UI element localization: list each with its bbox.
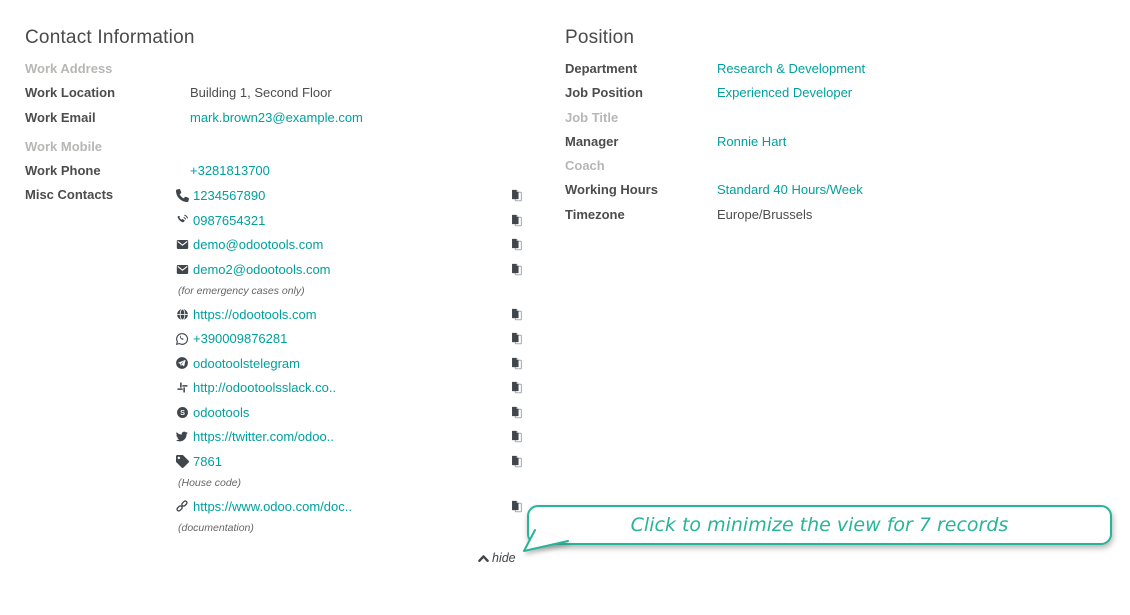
- tour-tooltip-text: Click to minimize the view for 7 records: [630, 514, 1009, 536]
- field-value[interactable]: Experienced Developer: [717, 85, 853, 101]
- position-title: Position: [565, 27, 635, 48]
- field-value[interactable]: mark.brown23@example.com: [190, 109, 363, 125]
- field-label-work-phone: Work Phone: [25, 163, 101, 179]
- misc-contact-item: [175, 400, 523, 425]
- misc-contact-link[interactable]: https://odootools.com: [193, 306, 317, 322]
- misc-contact-link[interactable]: https://www.odoo.com/doc..: [193, 498, 352, 514]
- field-value[interactable]: Research & Development: [717, 61, 866, 76]
- misc-contact-item: [175, 449, 523, 494]
- copy-icon[interactable]: [510, 454, 523, 469]
- field-label-working-hours: Working Hours: [565, 182, 658, 198]
- contact-fields: [25, 57, 530, 183]
- copy-icon[interactable]: [510, 331, 523, 346]
- field-label-misc-contacts: Misc Contacts: [25, 187, 114, 203]
- svg-text:S: S: [179, 407, 185, 417]
- field-label-timezone: Timezone: [565, 206, 625, 222]
- copy-icon[interactable]: [510, 213, 523, 228]
- field-row: [25, 81, 530, 105]
- misc-contact-item: [175, 351, 523, 376]
- field-label-job-position: Job Position: [565, 85, 643, 101]
- chevron-up-icon: [478, 554, 489, 563]
- copy-icon[interactable]: [510, 499, 523, 514]
- field-label-work-location: Work Location: [25, 85, 116, 101]
- misc-contact-link[interactable]: odootools: [193, 404, 250, 420]
- slack-icon: [175, 381, 189, 395]
- misc-contact-item: [175, 326, 523, 351]
- position-fields: [565, 57, 1115, 227]
- copy-icon[interactable]: [510, 429, 523, 444]
- misc-contacts-list: [175, 183, 523, 539]
- misc-contact-item: [175, 208, 523, 233]
- copy-icon[interactable]: [510, 307, 523, 322]
- hide-label: hide: [492, 551, 516, 565]
- copy-icon[interactable]: [510, 188, 523, 203]
- misc-contact-item: [175, 494, 523, 539]
- misc-contact-item: [175, 424, 523, 449]
- field-value[interactable]: Ronnie Hart: [717, 133, 787, 149]
- misc-contact-link[interactable]: 7861: [193, 453, 222, 469]
- misc-contact-item: [175, 183, 523, 208]
- whatsapp-icon: [175, 332, 189, 346]
- misc-contact-item: [175, 302, 523, 327]
- misc-contact-note: (House code): [178, 477, 242, 490]
- misc-contact-link[interactable]: https://twitter.com/odoo..: [193, 429, 334, 445]
- field-row: [565, 57, 1115, 81]
- contact-information-section: [25, 25, 530, 539]
- tour-tooltip: [527, 505, 1112, 545]
- field-value[interactable]: Standard 40 Hours/Week: [717, 182, 863, 198]
- misc-contacts-row: [25, 183, 530, 539]
- field-value[interactable]: +3281813700: [190, 163, 270, 179]
- copy-icon[interactable]: [510, 380, 523, 395]
- field-row: [565, 81, 1115, 105]
- field-row: [25, 106, 530, 130]
- copy-icon[interactable]: [510, 356, 523, 371]
- misc-contact-item: [175, 257, 523, 302]
- misc-contact-link[interactable]: demo2@odootools.com: [193, 261, 331, 277]
- telegram-icon: [175, 356, 189, 370]
- position-section: [565, 25, 1115, 227]
- misc-contact-link[interactable]: http://odootoolsslack.co..: [193, 380, 337, 396]
- field-value: Building 1, Second Floor: [190, 85, 332, 101]
- field-row: [25, 135, 530, 159]
- twitter-icon: [175, 430, 189, 444]
- skype-icon: [175, 405, 189, 419]
- field-row: [565, 178, 1115, 202]
- field-row: [565, 203, 1115, 227]
- field-row: [25, 159, 530, 183]
- misc-contact-item: [175, 232, 523, 257]
- field-row: [565, 154, 1115, 178]
- link-icon: [175, 499, 189, 513]
- copy-icon[interactable]: [510, 405, 523, 420]
- field-row: [25, 57, 530, 81]
- phone-volume-icon: [175, 213, 189, 227]
- field-row: [565, 106, 1115, 130]
- copy-icon[interactable]: [510, 237, 523, 252]
- field-label-coach: Coach: [565, 158, 605, 174]
- misc-contact-link[interactable]: +390009876281: [193, 331, 288, 347]
- globe-icon: [175, 307, 189, 321]
- hide-misc-contacts-toggle[interactable]: [478, 551, 516, 565]
- misc-contact-note: (documentation): [178, 522, 254, 535]
- misc-contact-link[interactable]: 1234567890: [193, 188, 266, 204]
- field-label-job-title: Job Title: [565, 109, 619, 125]
- field-value: Europe/Brussels: [717, 206, 813, 222]
- field-label-work-email: Work Email: [25, 109, 96, 125]
- misc-contact-item: [175, 375, 523, 400]
- tag-icon: [175, 454, 189, 468]
- misc-contact-link[interactable]: odootoolstelegram: [193, 355, 300, 371]
- copy-icon[interactable]: [510, 262, 523, 277]
- field-label-manager: Manager: [565, 133, 619, 149]
- email-icon: [175, 238, 189, 252]
- misc-contact-note: (for emergency cases only): [178, 285, 305, 298]
- field-label-work-address: Work Address: [25, 61, 113, 76]
- phone-icon: [175, 189, 189, 203]
- tooltip-tail-icon: [523, 529, 573, 553]
- email-icon: [175, 262, 189, 276]
- misc-contact-link[interactable]: demo@odootools.com: [193, 237, 324, 253]
- contact-information-title: Contact Information: [25, 27, 195, 48]
- misc-contact-link[interactable]: 0987654321: [193, 212, 266, 228]
- field-label-work-mobile: Work Mobile: [25, 138, 103, 154]
- field-label-department: Department: [565, 61, 638, 76]
- field-row: [565, 130, 1115, 154]
